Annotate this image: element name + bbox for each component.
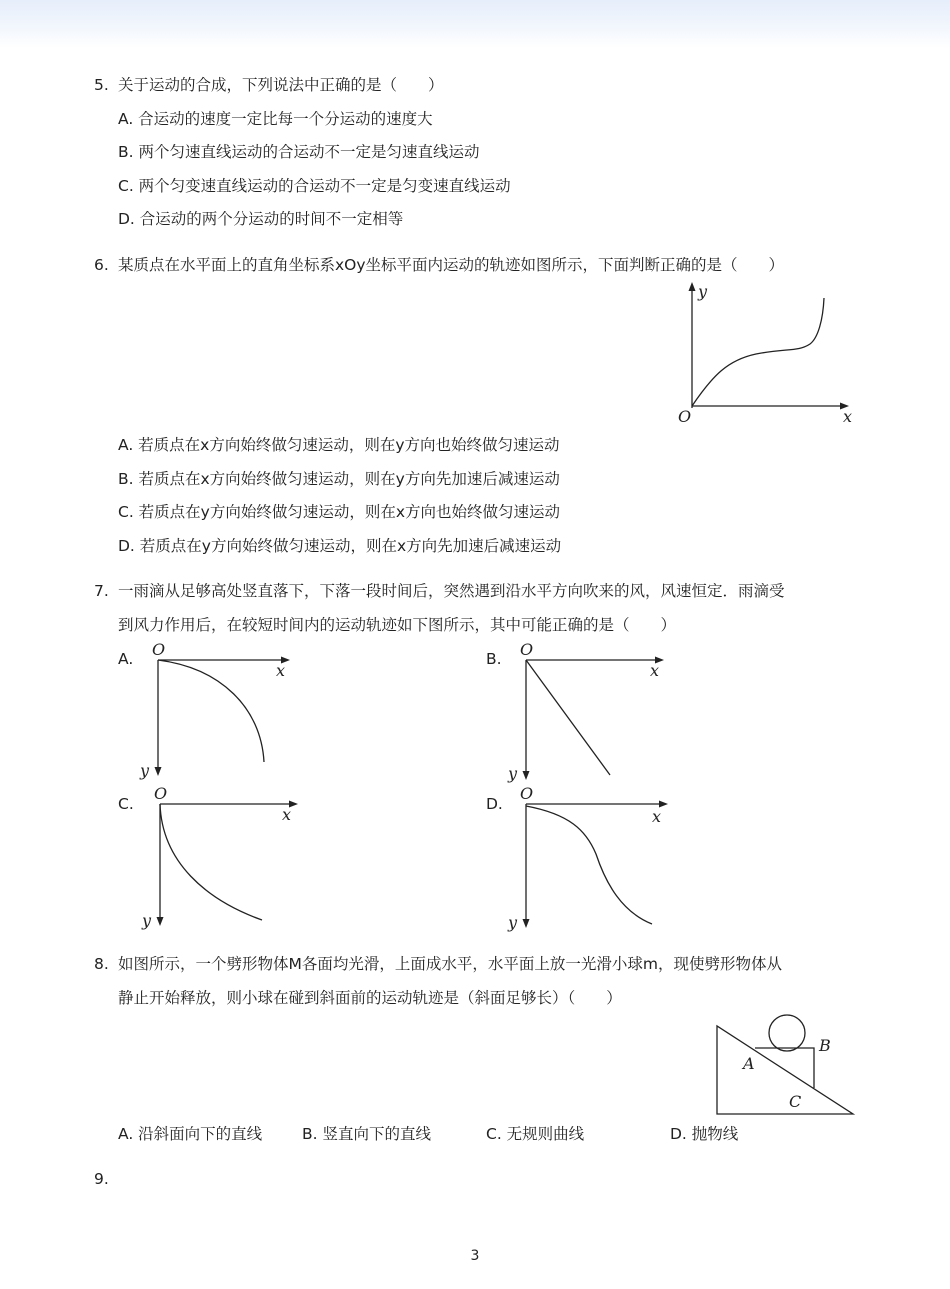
q9-number: 9. (94, 1170, 109, 1188)
q6-y-arrow (689, 282, 696, 291)
page-number: 3 (470, 1248, 480, 1264)
q7-figure-d (504, 782, 679, 932)
q7-c-y-label: y (142, 911, 152, 930)
q5-stem: 关于运动的合成，下列说法中正确的是（ ） (118, 76, 444, 94)
q7-figure-b (504, 638, 674, 786)
q7-figure-a (136, 638, 306, 783)
q8-c-label: C (789, 1092, 802, 1111)
q7-b-trajectory (526, 660, 610, 775)
q6-number: 6. (94, 256, 109, 274)
q6-option-a: A. 若质点在x方向始终做匀速运动，则在y方向也始终做匀速运动 (118, 436, 560, 454)
page-header-band (0, 0, 950, 48)
q8-ball (769, 1015, 805, 1051)
q8-stem-line1: 如图所示，一个劈形物体M各面均光滑，上面成水平，水平面上放一光滑小球m，现使劈形物体从 (118, 955, 782, 973)
q7-figure-c (136, 782, 311, 932)
q7-c-origin-label: O (154, 784, 168, 803)
q7-a-y-label: y (140, 761, 150, 780)
q8-number: 8. (94, 955, 109, 973)
q8-option-b: B. 竖直向下的直线 (302, 1125, 431, 1143)
q7-stem-line2: 到风力作用后，在较短时间内的运动轨迹如下图所示，其中可能正确的是（ ） (118, 616, 677, 634)
q7-option-b-label: B. (486, 650, 502, 668)
q6-origin-label: O (678, 407, 692, 426)
q7-option-c-label: C. (118, 795, 134, 813)
q7-c-trajectory (160, 804, 262, 920)
q7-option-d-label: D. (486, 795, 503, 813)
q7-b-y-label: y (508, 764, 518, 783)
q6-x-label: x (843, 407, 853, 426)
q5-option-a: A. 合运动的速度一定比每一个分运动的速度大 (118, 110, 433, 128)
q6-option-b: B. 若质点在x方向始终做匀速运动，则在y方向先加速后减速运动 (118, 470, 560, 488)
q7-d-y-label: y (508, 913, 518, 932)
q5-option-b: B. 两个匀速直线运动的合运动不一定是匀速直线运动 (118, 143, 480, 161)
q6-trajectory-figure (668, 280, 868, 430)
q8-option-a: A. 沿斜面向下的直线 (118, 1125, 263, 1143)
q7-c-x-label: x (282, 805, 292, 824)
q6-option-c: C. 若质点在y方向始终做匀速运动，则在x方向也始终做匀速运动 (118, 503, 561, 521)
q8-a-label: A (743, 1054, 755, 1073)
q8-stem-line2: 静止开始释放，则小球在碰到斜面前的运动轨迹是（斜面足够长）（ ） (118, 989, 622, 1007)
q8-option-c: C. 无规则曲线 (486, 1125, 585, 1143)
q7-number: 7. (94, 582, 109, 600)
q7-a-trajectory (158, 660, 264, 762)
q7-d-trajectory (526, 806, 652, 924)
q7-d-origin-label: O (520, 784, 534, 803)
q5-number: 5. (94, 76, 109, 94)
q7-a-origin-label: O (152, 640, 166, 659)
q8-wedge (717, 1026, 853, 1114)
q5-option-d: D. 合运动的两个分运动的时间不一定相等 (118, 210, 404, 228)
q8-block (755, 1048, 814, 1088)
q8-wedge-figure (705, 1008, 865, 1120)
q7-option-a-label: A. (118, 650, 134, 668)
q6-trajectory-curve (692, 298, 824, 406)
q6-option-d: D. 若质点在y方向始终做匀速运动，则在x方向先加速后减速运动 (118, 537, 562, 555)
q7-stem-line1: 一雨滴从足够高处竖直落下，下落一段时间后，突然遇到沿水平方向吹来的风，风速恒定．雨滴受 (118, 582, 785, 600)
q7-d-x-label: x (652, 807, 662, 826)
q7-b-origin-label: O (520, 640, 534, 659)
q8-b-label: B (819, 1036, 831, 1055)
q8-option-d: D. 抛物线 (670, 1125, 739, 1143)
q5-option-c: C. 两个匀变速直线运动的合运动不一定是匀变速直线运动 (118, 177, 511, 195)
q6-y-label: y (698, 282, 708, 301)
q7-b-x-label: x (650, 661, 660, 680)
q7-a-x-label: x (276, 661, 286, 680)
q6-stem: 某质点在水平面上的直角坐标系xOy坐标平面内运动的轨迹如图所示，下面判断正确的是（ ） (118, 256, 785, 274)
